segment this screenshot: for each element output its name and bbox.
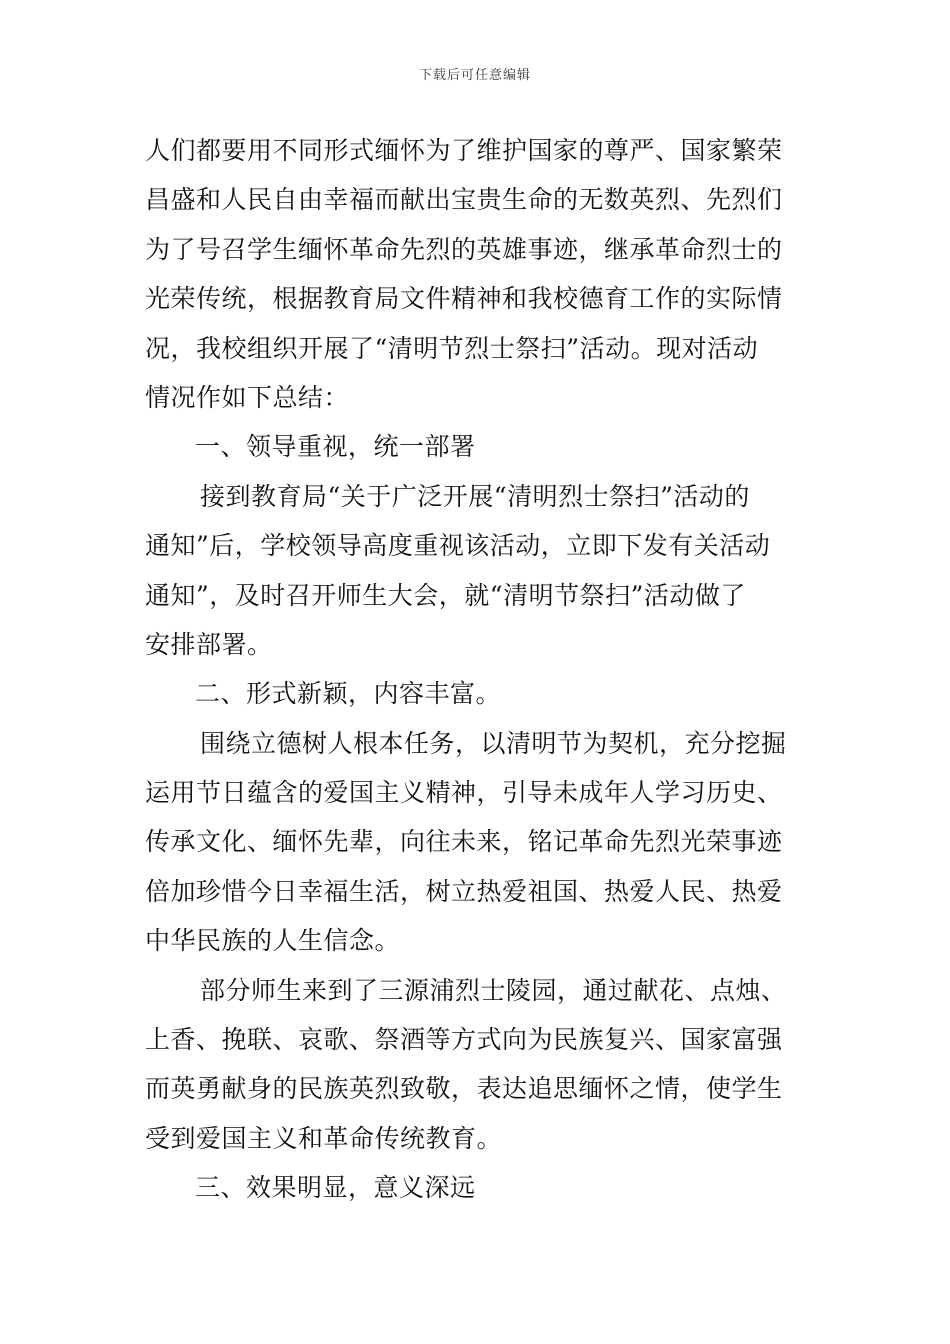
page-header: 下载后可任意编辑 bbox=[418, 68, 531, 83]
paragraph-line: 光荣传统，根据教育局文件精神和我校德育工作的实际情 bbox=[145, 284, 783, 314]
paragraph-line: 接到教育局“关于广泛开展“清明烈士祭扫”活动的 bbox=[200, 481, 750, 511]
paragraph-line: 上香、挽联、哀歌、祭酒等方式向为民族复兴、国家富强 bbox=[145, 1025, 783, 1055]
paragraph-line: 运用节日蕴含的爱国主义精神，引导未成年人学习历史、 bbox=[145, 778, 783, 808]
paragraph-line: 安排部署。 bbox=[145, 629, 273, 659]
paragraph-line: 传承文化、缅怀先辈，向往未来，铭记革命先烈光荣事迹 bbox=[145, 827, 783, 857]
paragraph-line: 而英勇献身的民族英烈致敬，表达追思缅怀之情，使学生 bbox=[145, 1074, 783, 1104]
paragraph-line: 受到爱国主义和革命传统教育。 bbox=[145, 1123, 503, 1153]
paragraph-line: 通知”后，学校领导高度重视该活动，立即下发有关活动 bbox=[145, 531, 771, 561]
paragraph-line: 昌盛和人民自由幸福而献出宝贵生命的无数英烈、先烈们 bbox=[145, 185, 783, 215]
paragraph-line: 围绕立德树人根本任务，以清明节为契机，充分挖掘 bbox=[200, 728, 787, 758]
document-body bbox=[145, 126, 810, 1213]
paragraph-line: 为了号召学生缅怀革命先烈的英雄事迹，继承革命烈士的 bbox=[145, 234, 783, 264]
paragraph-line: 通知”，及时召开师生大会，就“清明节祭扫”活动做了 bbox=[145, 580, 746, 610]
section-heading-3: 三、效果明显，意义深远 bbox=[195, 1173, 476, 1203]
paragraph-line: 倍加珍惜今日幸福生活，树立热爱祖国、热爱人民、热爱 bbox=[145, 876, 783, 906]
section-heading-1: 一、领导重视，统一部署 bbox=[195, 432, 476, 462]
paragraph-line: 情况作如下总结： bbox=[145, 382, 350, 412]
paragraph-line: 部分师生来到了三源浦烈士陵园，通过献花、点烛、 bbox=[200, 975, 787, 1005]
section-heading-2: 二、形式新颖，内容丰富。 bbox=[195, 679, 502, 709]
paragraph-line: 人们都要用不同形式缅怀为了维护国家的尊严、国家繁荣 bbox=[145, 136, 783, 165]
paragraph-line: 中华民族的人生信念。 bbox=[145, 926, 401, 956]
paragraph-line: 况，我校组织开展了“清明节烈士祭扫”活动。现对活动 bbox=[145, 333, 759, 363]
